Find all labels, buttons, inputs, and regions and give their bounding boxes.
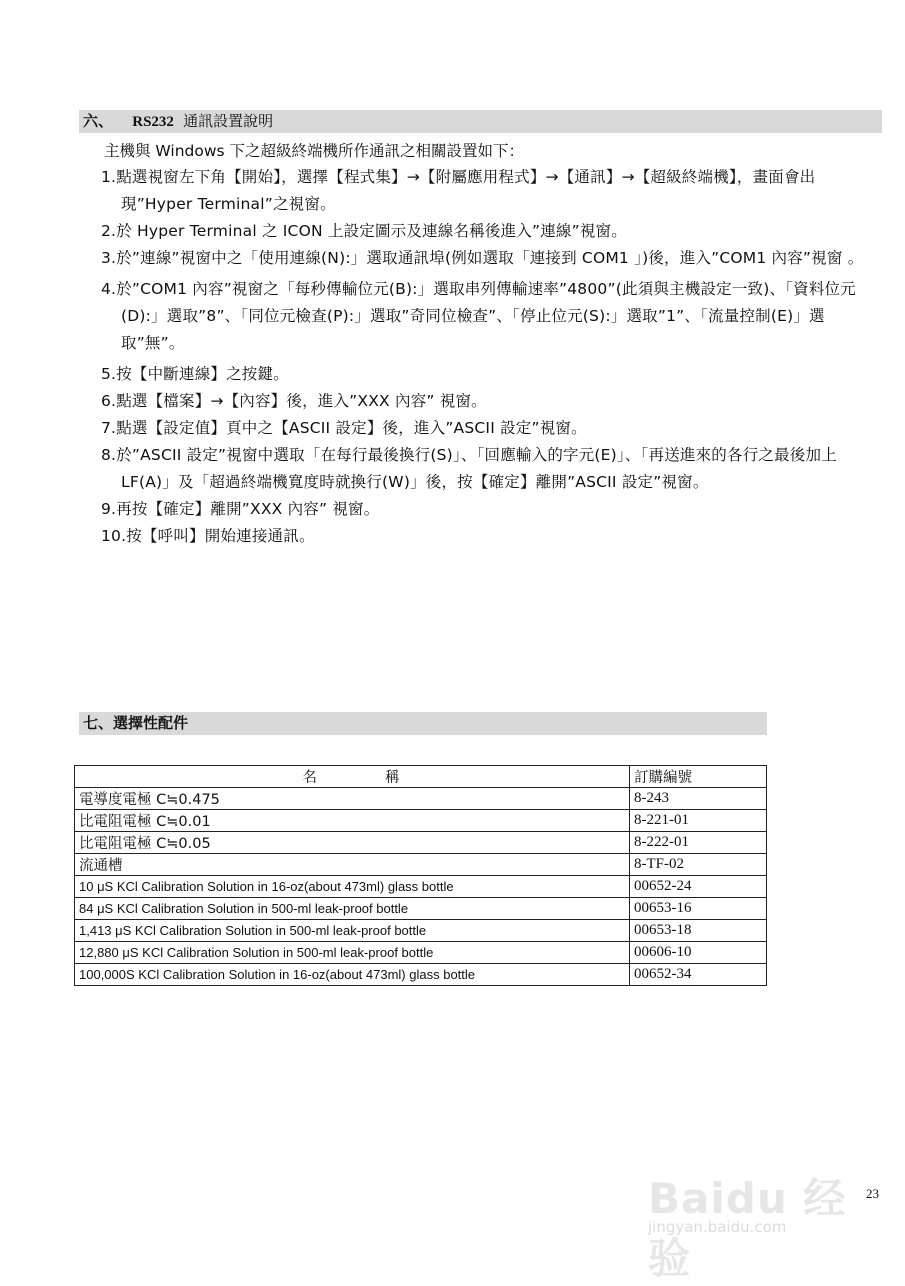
header-order-code: 訂購編號	[630, 766, 767, 788]
step-item: 8.於”ASCII 設定”視窗中選取「在每行最後換行(S)」、「回應輸入的字元(E)」、「再送進來的各行之最後加上 LF(A)」及「超過終端機寬度時就換行(W)」後，按【確定】離開”ASCII 設定”視窗。	[101, 446, 837, 491]
item-order-code: 8-243	[630, 788, 767, 810]
step-item: 2.於 Hyper Terminal 之 ICON 上設定圖示及連線名稱後進入”連線”視窗。	[101, 222, 627, 240]
table-body	[75, 788, 767, 986]
item-order-code: 00652-24	[630, 876, 767, 898]
item-name: 比電阻電極 C≒0.01	[75, 810, 630, 832]
table-row	[75, 876, 767, 898]
table-row	[75, 942, 767, 964]
item-name: 100,000S KCl Calibration Solution in 16-oz(about 473ml) glass bottle	[75, 964, 630, 986]
step-item: 3.於”連線”視窗中之「使用連線(N):」選取通訊埠(例如選取「連接到 COM1 」)後，進入”COM1 內容”視窗 。	[101, 249, 864, 267]
watermark-url: jingyan.baidu.com	[648, 1218, 787, 1236]
table-row	[75, 810, 767, 832]
item-order-code: 00653-16	[630, 898, 767, 920]
item-name: 10 μS KCl Calibration Solution in 16-oz(about 473ml) glass bottle	[75, 876, 630, 898]
section-6-number: 六、	[83, 112, 114, 130]
header-name: 名 稱	[75, 766, 630, 788]
item-name: 電導度電極 C≒0.475	[75, 788, 630, 810]
table-row	[75, 854, 767, 876]
page-number: 23	[866, 1186, 879, 1201]
step-item: 9.再按【確定】離開”XXX 內容” 視窗。	[101, 500, 380, 518]
step-item: 4.於”COM1 內容”視窗之「每秒傳輸位元(B):」選取串列傳輸速率”4800”(此須與主機設定一致)、「資料位元(D):」選取”8”、「同位元檢查(P):」選取”奇同位檢查”、「停止位元(S):」選取”1”、「流量控制(E)」選取”無”。	[101, 280, 856, 352]
item-order-code: 8-TF-02	[630, 854, 767, 876]
item-order-code: 00652-34	[630, 964, 767, 986]
item-order-code: 8-222-01	[630, 832, 767, 854]
item-name: 12,880 μS KCl Calibration Solution in 500-ml leak-proof bottle	[75, 942, 630, 964]
step-item: 6.點選【檔案】→【內容】後，進入”XXX 內容” 視窗。	[101, 392, 487, 410]
table-row	[75, 964, 767, 986]
step-list	[101, 164, 886, 550]
step-item: 5.按【中斷連線】之按鍵。	[101, 365, 289, 383]
baidu-jingyan-watermark	[644, 1148, 854, 1283]
item-name: 比電阻電極 C≒0.05	[75, 832, 630, 854]
item-name: 流通槽	[75, 854, 630, 876]
table-row	[75, 832, 767, 854]
step-item: 10.按【呼叫】開始連接通訊。	[101, 527, 315, 545]
step-item: 1.點選視窗左下角【開始】，選擇【程式集】→【附屬應用程式】→【通訊】→【超級終端機】，畫面會出現”Hyper Terminal”之視窗。	[101, 168, 816, 213]
table-row	[75, 788, 767, 810]
table-header-row	[75, 766, 767, 788]
section-7-heading: 七、選擇性配件	[79, 712, 767, 735]
item-order-code: 00606-10	[630, 942, 767, 964]
item-order-code: 8-221-01	[630, 810, 767, 832]
accessories-table	[74, 765, 767, 986]
watermark-brand: Baidu 经验	[648, 1174, 847, 1283]
item-name: 1,413 μS KCl Calibration Solution in 500-ml leak-proof bottle	[75, 920, 630, 942]
table-row	[75, 920, 767, 942]
table-row	[75, 898, 767, 920]
step-item: 7.點選【設定值】頁中之【ASCII 設定】後，進入”ASCII 設定”視窗。	[101, 419, 587, 437]
section-6-title: 通訊設置說明	[183, 112, 274, 130]
item-order-code: 00653-18	[630, 920, 767, 942]
section-6-title-bold: RS232	[132, 114, 174, 130]
item-name: 84 μS KCl Calibration Solution in 500-ml leak-proof bottle	[75, 898, 630, 920]
section-6-intro: 主機與 Windows 下之超級終端機所作通訊之相關設置如下：	[104, 142, 525, 160]
section-6-heading	[79, 110, 882, 133]
